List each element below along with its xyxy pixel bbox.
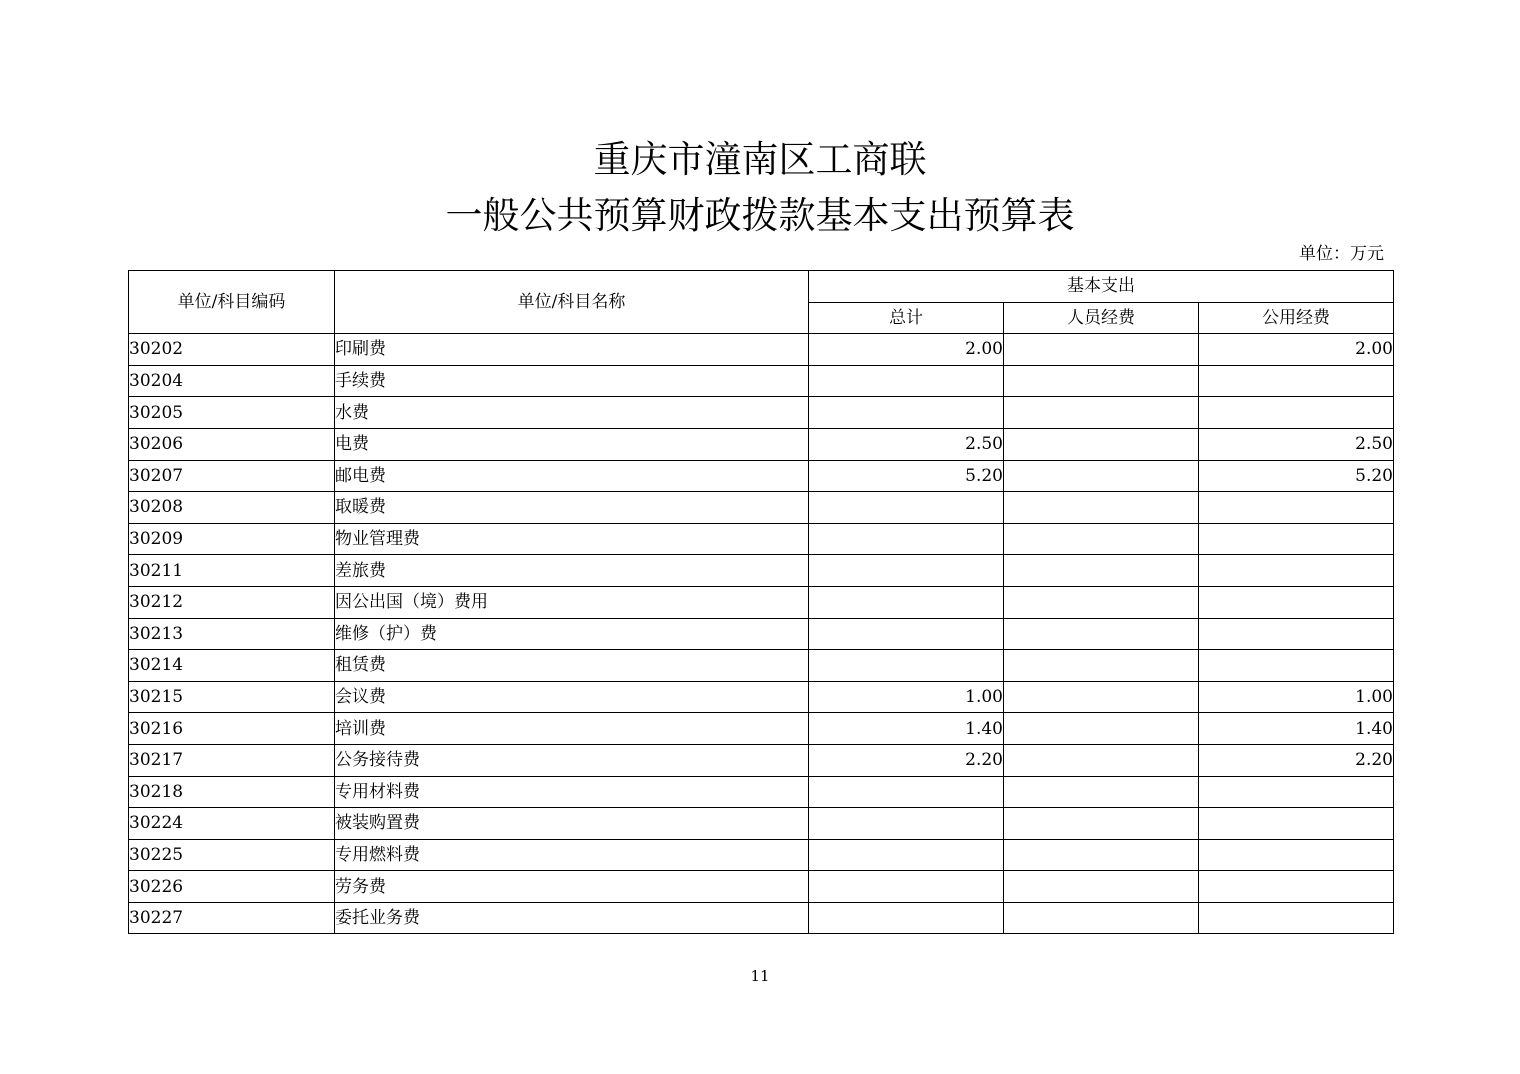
cell-name: 被装购置费 [335, 808, 809, 840]
cell-personnel [1004, 650, 1199, 682]
cell-code: 30218 [129, 776, 335, 808]
cell-personnel [1004, 808, 1199, 840]
cell-total [809, 776, 1004, 808]
cell-personnel [1004, 460, 1199, 492]
cell-personnel [1004, 871, 1199, 903]
header-name: 单位/科目名称 [335, 271, 809, 334]
cell-code: 30207 [129, 460, 335, 492]
cell-total: 2.20 [809, 744, 1004, 776]
cell-personnel [1004, 428, 1199, 460]
table-row [129, 871, 1394, 903]
table-row [129, 523, 1394, 555]
cell-total [809, 365, 1004, 397]
cell-total [809, 555, 1004, 587]
cell-personnel [1004, 492, 1199, 524]
cell-personnel [1004, 586, 1199, 618]
table-row [129, 776, 1394, 808]
cell-public: 2.50 [1199, 428, 1394, 460]
cell-code: 30209 [129, 523, 335, 555]
table-row [129, 681, 1394, 713]
cell-name: 因公出国（境）费用 [335, 586, 809, 618]
cell-public [1199, 902, 1394, 934]
cell-name: 专用燃料费 [335, 839, 809, 871]
cell-code: 30215 [129, 681, 335, 713]
cell-name: 会议费 [335, 681, 809, 713]
cell-personnel [1004, 555, 1199, 587]
cell-public: 5.20 [1199, 460, 1394, 492]
cell-code: 30213 [129, 618, 335, 650]
cell-total [809, 902, 1004, 934]
cell-public [1199, 397, 1394, 429]
cell-public [1199, 523, 1394, 555]
table-row [129, 744, 1394, 776]
budget-table [128, 270, 1394, 934]
cell-public: 2.20 [1199, 744, 1394, 776]
cell-personnel [1004, 618, 1199, 650]
cell-name: 物业管理费 [335, 523, 809, 555]
cell-name: 印刷费 [335, 334, 809, 366]
cell-total [809, 586, 1004, 618]
cell-name: 租赁费 [335, 650, 809, 682]
cell-code: 30205 [129, 397, 335, 429]
cell-total [809, 839, 1004, 871]
header-total: 总计 [809, 302, 1004, 334]
cell-total [809, 523, 1004, 555]
cell-code: 30206 [129, 428, 335, 460]
header-public: 公用经费 [1199, 302, 1394, 334]
cell-code: 30212 [129, 586, 335, 618]
header-personnel: 人员经费 [1004, 302, 1199, 334]
table-row [129, 397, 1394, 429]
cell-total [809, 618, 1004, 650]
cell-personnel [1004, 397, 1199, 429]
header-basic-expenditure: 基本支出 [809, 271, 1394, 303]
table-row [129, 713, 1394, 745]
cell-personnel [1004, 776, 1199, 808]
cell-total: 2.00 [809, 334, 1004, 366]
table-row [129, 586, 1394, 618]
cell-code: 30217 [129, 744, 335, 776]
table-row [129, 650, 1394, 682]
cell-total [809, 650, 1004, 682]
cell-total: 1.00 [809, 681, 1004, 713]
cell-public [1199, 365, 1394, 397]
header-row-1 [129, 271, 1394, 303]
cell-personnel [1004, 902, 1199, 934]
cell-name: 维修（护）费 [335, 618, 809, 650]
cell-public [1199, 776, 1394, 808]
document-title-line-2: 一般公共预算财政拨款基本支出预算表 [445, 194, 1075, 237]
cell-name: 劳务费 [335, 871, 809, 903]
cell-name: 培训费 [335, 713, 809, 745]
cell-public [1199, 555, 1394, 587]
cell-personnel [1004, 839, 1199, 871]
cell-name: 差旅费 [335, 555, 809, 587]
cell-personnel [1004, 744, 1199, 776]
cell-code: 30211 [129, 555, 335, 587]
cell-code: 30204 [129, 365, 335, 397]
cell-public: 1.00 [1199, 681, 1394, 713]
cell-name: 电费 [335, 428, 809, 460]
table-row [129, 618, 1394, 650]
cell-personnel [1004, 681, 1199, 713]
cell-code: 30202 [129, 334, 335, 366]
cell-name: 邮电费 [335, 460, 809, 492]
cell-total [809, 808, 1004, 840]
cell-name: 委托业务费 [335, 902, 809, 934]
cell-public [1199, 808, 1394, 840]
table-row [129, 839, 1394, 871]
cell-code: 30227 [129, 902, 335, 934]
table-row [129, 902, 1394, 934]
table-row [129, 555, 1394, 587]
table-row [129, 428, 1394, 460]
cell-name: 专用材料费 [335, 776, 809, 808]
document-title-line-1: 重庆市潼南区工商联 [593, 138, 927, 181]
cell-total [809, 871, 1004, 903]
cell-personnel [1004, 523, 1199, 555]
table-row [129, 492, 1394, 524]
cell-code: 30224 [129, 808, 335, 840]
cell-public: 1.40 [1199, 713, 1394, 745]
cell-public [1199, 839, 1394, 871]
cell-name: 手续费 [335, 365, 809, 397]
table-row [129, 808, 1394, 840]
cell-code: 30214 [129, 650, 335, 682]
cell-code: 30226 [129, 871, 335, 903]
cell-public [1199, 586, 1394, 618]
table-row [129, 460, 1394, 492]
cell-personnel [1004, 713, 1199, 745]
cell-personnel [1004, 334, 1199, 366]
table-row [129, 334, 1394, 366]
cell-public [1199, 650, 1394, 682]
cell-public [1199, 618, 1394, 650]
cell-total: 5.20 [809, 460, 1004, 492]
cell-name: 公务接待费 [335, 744, 809, 776]
cell-name: 水费 [335, 397, 809, 429]
unit-label: 单位：万元 [1299, 244, 1384, 264]
cell-total [809, 397, 1004, 429]
cell-personnel [1004, 365, 1199, 397]
cell-name: 取暖费 [335, 492, 809, 524]
table-body [129, 334, 1394, 934]
table-row [129, 365, 1394, 397]
page-number: 11 [750, 967, 770, 985]
cell-public [1199, 871, 1394, 903]
cell-code: 30225 [129, 839, 335, 871]
cell-public: 2.00 [1199, 334, 1394, 366]
cell-code: 30216 [129, 713, 335, 745]
cell-total: 2.50 [809, 428, 1004, 460]
cell-total: 1.40 [809, 713, 1004, 745]
cell-code: 30208 [129, 492, 335, 524]
cell-total [809, 492, 1004, 524]
header-code: 单位/科目编码 [129, 271, 335, 334]
cell-public [1199, 492, 1394, 524]
